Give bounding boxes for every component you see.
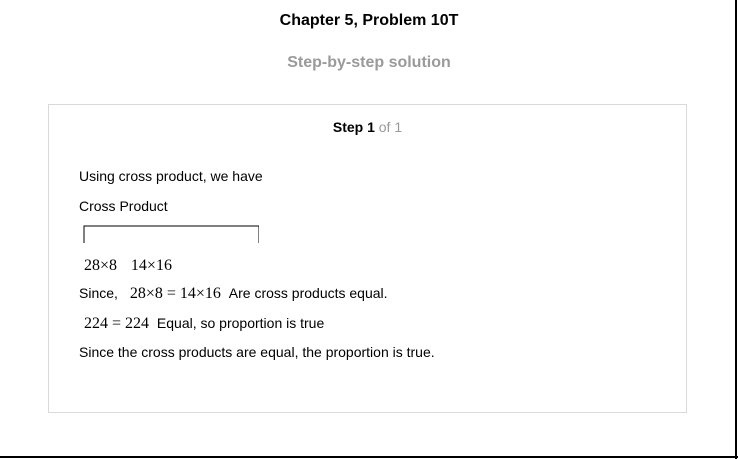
intro-text: Using cross product, we have xyxy=(79,168,263,184)
result-text: Equal, so proportion is true xyxy=(156,315,325,331)
since-line xyxy=(79,285,388,303)
since-text: Are cross products equal. xyxy=(228,285,388,301)
cross-product-terms xyxy=(84,257,172,275)
conclusion-text: Since the cross products are equal, the proportion is true. xyxy=(79,344,435,360)
step-label: Step 1 xyxy=(332,119,375,135)
page-title: Chapter 5, Problem 10T xyxy=(279,12,459,29)
cross-product-bracket xyxy=(83,225,259,243)
frame-bottom-border xyxy=(0,456,738,458)
since-equation: 28×8 = 14×16 xyxy=(129,285,221,302)
cross-right-term: 14×16 xyxy=(130,257,172,274)
since-label: Since, xyxy=(79,285,118,301)
solution-card xyxy=(48,104,687,413)
cross-product-label: Cross Product xyxy=(79,198,168,214)
cross-left-term: 28×8 xyxy=(84,257,118,274)
solution-subtitle: Step-by-step solution xyxy=(287,54,451,71)
step-header xyxy=(49,119,686,135)
result-line xyxy=(84,315,324,333)
step-count: of 1 xyxy=(378,119,403,135)
result-equation: 224 = 224 xyxy=(84,315,150,332)
